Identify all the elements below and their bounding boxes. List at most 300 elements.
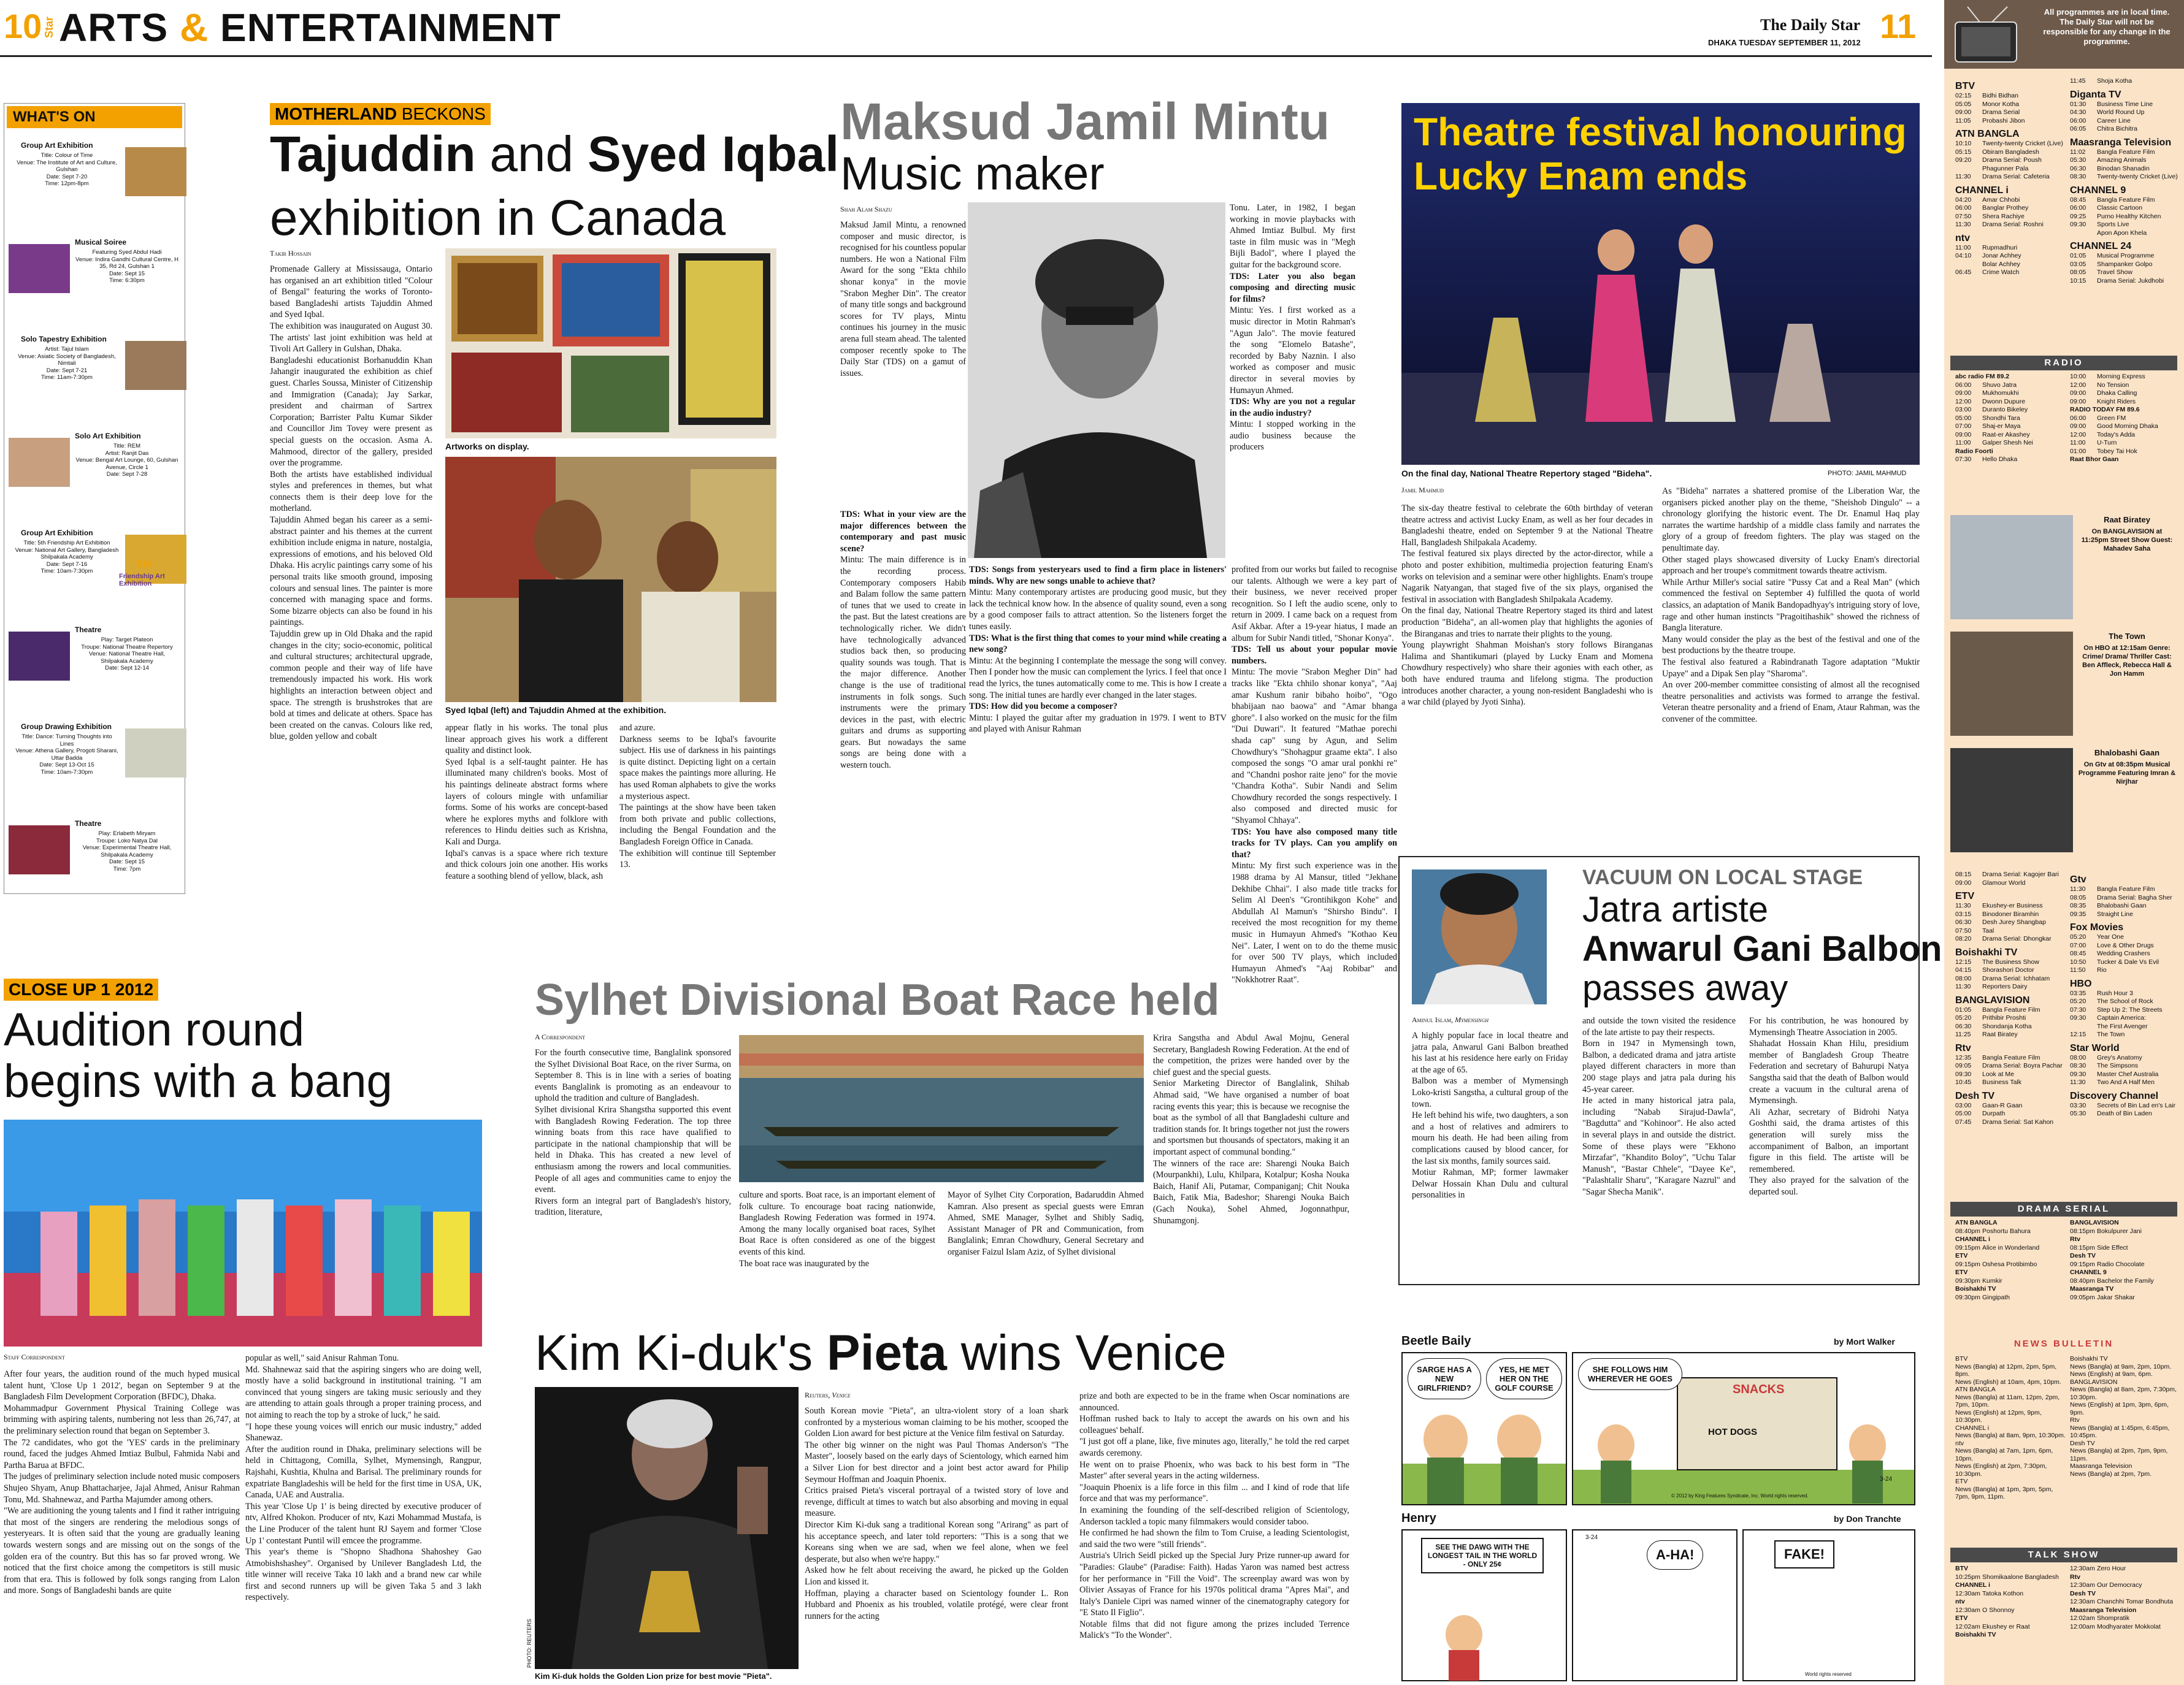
- boat-col2: culture and sports. Boat race, is an important element of folk culture. To encourage boat racing nationwide, Bangladesh Rowing Federation was formed in 1974. Among the many locally organised boat races, Sylhet Boat Race is often considered as one of the biggest events of this kind. The boat race was inaugurated by the: [739, 1190, 935, 1269]
- tv-listing-row: [1955, 1590, 2066, 1599]
- news-right: Boishakhi TV News (Bangla) at 9am, 2pm, 10pm. News (English) at 9am, 6pm. BANGLAVISION News (Bangla) at 8am, 2pm, 7:30pm, 10:30pm. News (English) at 1pm, 3pm, 6pm, 9pm. Rtv News (Bangla) at 1:45pm, 6:45pm, 10:45pm. Desh TV News (Bangla) at 2pm, 7pm, 9pm, 11pm. Maasranga Television News (Bangla) at 2pm, 7pm.: [2070, 1355, 2177, 1478]
- tv-time: 08:15: [1955, 871, 1972, 878]
- tv-time: 04:10: [1955, 252, 1972, 259]
- whats-on-line: Date: Sept 7-28: [106, 471, 148, 478]
- tv-time: 11:25: [1955, 1031, 1971, 1038]
- tv-listing-row: [2070, 406, 2180, 415]
- whats-on-line: Date: Sept 7-16: [46, 560, 88, 568]
- paper-name: The Daily Star: [1760, 16, 1861, 34]
- tv-listing-row: [2070, 261, 2180, 269]
- tv-time: 11:30: [2070, 1079, 2086, 1086]
- tv-channel-label: BANGLAVISION: [2070, 1219, 2119, 1226]
- tv-programme: Bangla Feature Film: [2097, 148, 2155, 156]
- tv-listing-row: [1955, 1228, 2066, 1236]
- tv-listing-row: [1955, 381, 2066, 390]
- tv-channel-name: HBO: [2070, 978, 2092, 989]
- whats-on-line: Venue: The Institute of Art and Culture, Gulshan: [17, 159, 117, 173]
- tv-channel-name: Star World: [2070, 1042, 2120, 1053]
- whats-on-line: Title: Dance: Turning Thoughts into Lines: [21, 733, 112, 747]
- tv-listing-row: [1955, 919, 2066, 927]
- tv-promo-body: On HBO at 12:15am Genre: Crime/ Drama/ Thriller Cast: Ben Affleck, Rebecca Hall & Jon Hamm: [2082, 644, 2172, 678]
- tv-channel-name: CHANNEL i: [1955, 185, 2009, 196]
- tv-time: 08:35: [2070, 902, 2086, 909]
- closeup-col2: popular as well," said Anisur Rahman Tonu. Md. Shahnewaz said that the aspiring singers who are doing well, mostly have a solid background in institutional training. "I am convinced that young singers are taking music seriously and they are attending to attain goals through a proper training process, and not aiming to reach the top by a stroke of luck," he said. "I hope these young voices will enrich our music industry," added Shanewaz. After the audition round in Dhaka, preliminary selections will be held in Chittagong, Comilla, Sylhet, Mymensingh, Rangpur, Rajshahi, Kushtia, Khulna and Barisal. The preliminary rounds for expatriate Bangladeshis will be held for the first time in USA, UK, Canada, UAE and Australia. This year 'Close Up 1' is being directed by executive producer of ntv, Alfred Khokon. Producer of ntv, Kazi Mohammad Mustafa, is the Line Producer of the talent hunt RJ Sayem and former 'Close Up 1' contestant Puntil will emcee the programme. This year's theme is "Shopno Shadhona Shahoshey Gao Atmobishshashey". Organised by Unilever Bangladesh Ltd, the title winner will receive Taka 10 lakh and a brand new car while first and second runners up will be given Taka 5 and 3 lakh respectively.: [245, 1353, 481, 1603]
- tv-time: 08:00: [1955, 974, 1972, 982]
- tv-programme: Hello Dhaka: [1982, 456, 2018, 463]
- tv-listing-row: [2070, 1590, 2180, 1599]
- boat-col3: Mayor of Sylhet City Corporation, Badaruddin Ahmed Kamran. Also present as special guests were Emran Ahmed, SME Manager, Sylhet and Shibly Sadiq, Assistant Manager of PR and Communication, from Banglalink; Emran Chowdhury, General Secretary and organiser Faizul Islam Aziz, of Sylhet divisional: [948, 1190, 1144, 1257]
- whats-on-line: Title: Colour of Time: [40, 152, 93, 159]
- tv-programme: Modhyarater Mokkolat: [2097, 1622, 2161, 1630]
- tv-promo-image: [1950, 748, 2073, 852]
- tv-programme: Binodan Shanadin: [2097, 164, 2150, 172]
- beetle-date: 3-24: [1880, 1476, 1893, 1483]
- pieta-col1: South Korean movie "Pieta", an ultra-violent story of a loan shark confronted by a mysterious woman claiming to be his mother, scooped the Golden Lion award for best picture at the Venice film festival on Saturday. The other big winner on the night was Paul Thomas Anderson's "The Master", loosely based on the early days of Scientology, which earned him a Silver Lion for best director and a joint best actor award for Philip Seymour Hoffman and Joaquin Phoenix. Critics praised Pieta's visceral portrayal of a twisted story of love and revenge, difficult at times to watch but also absorbing and moving in equal measure. Director Kim Ki-duk sang a traditional Korean song "Arirang" as part of his acceptance speech, and later told reporters: "This is a song that we Koreans sing when we are sad, when we feel alone, when we feel desperate, but also when we're happy." Asked how he felt about receiving the award, he picked up the Golden Lion and kissed it. Hoffman, playing a character based on Scientology founder L. Ron Hubbard and Phoenix as his troubled, volatile protégé, were clear front runners for the acting: [805, 1406, 1068, 1621]
- artists-photo: [445, 457, 776, 702]
- tv-time: 09:30: [2070, 1070, 2086, 1078]
- tv-programme: Raat Biratey: [1982, 1031, 2018, 1038]
- tv-programme: Banglar Prothey: [1982, 204, 2029, 212]
- tv-channel-label: CHANNEL 9: [2070, 1269, 2107, 1276]
- tv-listing-row: [2070, 1614, 2180, 1623]
- tv-channel-label: ntv: [1955, 1598, 1965, 1605]
- beetle-bubble-3: SHE FOLLOWS HIM WHEREVER HE GOES: [1578, 1358, 1682, 1390]
- tv-programme: Gingipath: [1982, 1293, 2010, 1301]
- tv-listing-row: [2070, 894, 2180, 903]
- whats-on-line: Venue: National Art Gallery, Bangladesh Shilpakala Academy: [15, 546, 119, 560]
- theatre-photo-credit: PHOTO: JAMIL MAHMUD: [1828, 470, 1907, 477]
- tv-promo: [1950, 748, 2177, 858]
- tv-time: 12:00: [2070, 430, 2086, 438]
- tv-listing-row: [2070, 1054, 2180, 1063]
- whats-on-line: Artist: Ranjit Das: [105, 449, 149, 457]
- whats-on-line: Time: 7pm: [113, 865, 141, 873]
- tv-channel-name: Discovery Channel: [2070, 1090, 2159, 1101]
- tv-time: 05:00: [1955, 414, 1972, 422]
- tv-programme: Kumkir: [1982, 1277, 2002, 1285]
- tv-listing-row: [2070, 950, 2180, 958]
- tv-programme: No Tension: [2097, 381, 2129, 389]
- whats-on-item-title: Musical Soiree: [75, 238, 127, 246]
- tv-channel-name: CHANNEL 24: [2070, 241, 2132, 251]
- tv-channel-label: Boishakhi TV: [1955, 1631, 1996, 1638]
- tv-listing-row: [1955, 958, 2066, 967]
- news-left: BTV News (Bangla) at 12pm, 2pm, 5pm, 8pm. News (English) at 10am, 4pm, 10pm. ATN BANGLA News (Bangla) at 11am, 12pm, 2pm, 7pm, 10pm. News (English) at 12pm, 9pm, 10:30pm. CHANNEL i News (Bangla) at 8am, 9pm, 10:30pm. ntv News (Bangla) at 7am, 1pm, 6pm, 10pm. News (English) at 2pm, 7:30pm, 10:30pm. ETV News (Bangla) at 1pm, 3pm, 5pm, 7pm, 9pm, 11pm.: [1955, 1355, 2066, 1500]
- tv-channel-label: ETV: [1955, 1614, 1968, 1622]
- tv-programme: Side Effect: [2097, 1244, 2128, 1251]
- whats-on-line: Artist: Tajul Islam: [45, 346, 89, 353]
- whats-on-item: [9, 819, 180, 911]
- whats-on-item-title: Group Drawing Exhibition: [21, 722, 112, 731]
- beetle-title: Beetle Baily: [1401, 1334, 1471, 1348]
- tv-time: 12:02am: [2070, 1614, 2095, 1622]
- tv-programme: Tobey Tai Hok: [2097, 447, 2137, 455]
- tv-programme: Bangla Feature Film: [2097, 196, 2155, 204]
- tv-channel-label: Rtv: [2070, 1573, 2080, 1581]
- tv-listing-row: [1955, 204, 2066, 213]
- tv-listing-row: [1955, 101, 2066, 109]
- tv-time: 06:00: [2070, 204, 2086, 212]
- tv-listing-row: [2070, 156, 2180, 165]
- tv-listing-row: [2070, 1607, 2180, 1615]
- tv-time: 03:35: [2070, 989, 2086, 997]
- whats-on-item-title: Group Art Exhibition: [21, 529, 93, 537]
- tv-time: 07:30: [1955, 456, 1972, 463]
- tv-programme: Jonar Achhey: [1982, 252, 2021, 259]
- tv-programme: Oshesa Protibimbo: [1982, 1260, 2037, 1268]
- tv-time: 09:15pm: [1955, 1244, 1980, 1251]
- tv-notice-box: [1944, 0, 2184, 69]
- tv-time: 06:30: [1955, 1022, 1972, 1030]
- tv-listing-row: [2070, 1071, 2180, 1079]
- tv-time: 09:20: [1955, 156, 1972, 164]
- tv-channel-label: Desh TV: [2070, 1589, 2096, 1597]
- beetle-strip: [1401, 1352, 1917, 1505]
- tv-programme: Desh Jurey Shangbap: [1982, 919, 2046, 926]
- whats-on-line: Time: 10am-7:30pm: [40, 768, 93, 776]
- tv-programme: Knight Riders: [2097, 397, 2136, 405]
- masthead-rule: [0, 55, 1932, 57]
- tv-listing-row: [2070, 431, 2180, 440]
- balbon-image: [1412, 869, 1547, 1004]
- mintu-intro: Maksud Jamil Mintu, a renowned composer and music director, is recognised for his countless popular numbers. He won a National Film Award for the song "Ekta chhilo shonar konya" in the movie "Srabon Megher Din". The creator of many title songs and background scores for TV plays, Mintu continues his journey in the music arena full steam ahead. The talented composer recently spoke to The Daily Star (TDS) on a gamut of issues.: [840, 220, 966, 378]
- beetle-panel-1: [1401, 1352, 1567, 1505]
- tv-listing-row: [2070, 1110, 2180, 1118]
- tv-listing-row: [2070, 165, 2180, 174]
- tv-listing-row: [2070, 422, 2180, 431]
- tv-time: 08:40pm: [1955, 1227, 1980, 1235]
- tv-listing-row: [1955, 1102, 2066, 1110]
- story-body-col3: and azure. Darkness seems to be Iqbal's favourite subject. His use of darkness in his paintings is quite distinct. Depicting light on a certain space makes the paintings more alluring. He has used Roman alphabets to give the works a mysterious aspect. The paintings at the show have been taken from both private and public collections, including the Bengal Foundation and the Bangladesh Foreign Office in Canada. The exhibition will continue till September 13.: [619, 723, 776, 870]
- whats-on-thumb: [9, 244, 70, 293]
- balbon-kicker: VACUUM ON LOCAL STAGE: [1582, 866, 1863, 889]
- boat-byline: A Correspondent: [535, 1033, 586, 1041]
- pieta-headline: Kim Ki-duk's Pieta wins Venice: [535, 1325, 1227, 1381]
- tv-time: 05:00: [1955, 1110, 1972, 1117]
- tv-programme: Shuvo Jatra: [1982, 381, 2017, 389]
- tv-listing-row: [2070, 439, 2180, 448]
- whats-on-item-title: Solo Tapestry Exhibition: [21, 335, 107, 343]
- tv-channel-label: Radio Foorti: [1955, 447, 1993, 455]
- tv-time: 09:30pm: [1955, 1293, 1980, 1301]
- tv-programme: Tucker & Dale Vs Evil: [2097, 958, 2159, 966]
- tv-time: 07:50: [1955, 927, 1972, 934]
- tv-time: 11:50: [2070, 966, 2086, 974]
- tv-listing-row: [1955, 935, 2066, 944]
- tv-promo-title: Bhalobashi Gaan: [2094, 748, 2160, 757]
- tv-programme: The Town: [2097, 1031, 2125, 1038]
- tv-listing-row: [2070, 1062, 2180, 1071]
- whats-on-item: [9, 141, 180, 233]
- pieta-byline: Reuters, Venice: [805, 1391, 851, 1399]
- tv-time: 10:45: [1955, 1079, 1972, 1086]
- tv-programme: Secrets of Bin Lad en's Lair: [2097, 1101, 2176, 1109]
- closeup-photo: [4, 1120, 482, 1347]
- tv-programme: The Simpsons: [2097, 1062, 2139, 1069]
- balbon-headline-3: passes away: [1582, 968, 1788, 1008]
- tv-listing-row: [2070, 1031, 2180, 1039]
- tv-time: 08:15pm: [2070, 1227, 2095, 1235]
- tv-time: 06:00: [1955, 204, 1972, 212]
- tv-channel-name: Rtv: [1955, 1042, 1971, 1053]
- tv-channel-name: Desh TV: [1955, 1090, 1995, 1101]
- tv-programme: Business Time Line: [2097, 100, 2153, 108]
- tv-time: 11:05: [1955, 117, 1971, 124]
- beetle-copyright: © 2012 by King Features Syndicate, Inc. World rights reserved.: [1671, 1493, 1809, 1499]
- tv-programme: Drama Serial: Kagojer Bari: [1982, 871, 2059, 878]
- tv-listing-row: [2070, 389, 2180, 398]
- tv-time: 06:00: [2070, 414, 2086, 422]
- pieta-image: [535, 1387, 799, 1669]
- tv-listing-row: [2070, 990, 2180, 998]
- tv-time: 08:15pm: [2070, 1244, 2095, 1251]
- tv-time: 09:15pm: [1955, 1260, 1980, 1268]
- balbon-byline: Aminul Islam, Mymensingh: [1412, 1015, 1489, 1024]
- artworks-photo: [445, 248, 776, 438]
- tv-listing-row: [2070, 373, 2180, 381]
- tv-listing-row: [1955, 1269, 2066, 1277]
- whats-on-line: Date: Sept 15: [109, 270, 145, 277]
- tv-programme: Shaj-er Maya: [1982, 422, 2021, 430]
- tv-listing-row: [1955, 261, 2066, 269]
- theatre-byline: Jamil Mahmud: [1401, 486, 1444, 494]
- tv-programme: Rush Hour 3: [2097, 989, 2133, 997]
- whats-on-item: [9, 625, 180, 717]
- tv-programme: Good Morning Dhaka: [2097, 422, 2158, 430]
- beetle-sign-snacks: SNACKS: [1733, 1383, 1785, 1396]
- tv-programme: Dwonn Dupure: [1982, 397, 2026, 405]
- tv-listing-row: [1955, 1598, 2066, 1607]
- tv-channel-name: CHANNEL 9: [2070, 185, 2126, 196]
- tv-time: 09:00: [1955, 879, 1972, 887]
- tv-time: 12:30am: [1955, 1606, 1980, 1614]
- tv-channel-name: BTV: [1955, 81, 1975, 91]
- closeup-byline: Staff Correspondent: [4, 1353, 65, 1361]
- tv-channel-name: ATN BANGLA: [1955, 129, 2020, 139]
- tv-listing-row: [2070, 1573, 2180, 1582]
- tv-programme: Green FM: [2097, 414, 2126, 422]
- tv-programme: Drama Serial: Sat Kahon: [1982, 1118, 2054, 1126]
- tv-listing-row: [2070, 398, 2180, 407]
- tv-listing-row: [1955, 140, 2066, 148]
- whats-on-thumb: [9, 825, 70, 874]
- tv-channel-name: Gtv: [2070, 874, 2086, 885]
- tv-listing-row: [2070, 885, 2180, 894]
- tv-time: 07:45: [1955, 1118, 1972, 1126]
- tv-time: 11:30: [2070, 885, 2086, 893]
- whats-on-item-title: Theatre: [75, 819, 102, 828]
- tv-time: 01:05: [2070, 252, 2086, 259]
- whats-on-item: [9, 529, 180, 621]
- tv-channel-name: Boishakhi TV: [1955, 947, 2018, 958]
- tv-time: 04:20: [1955, 196, 1972, 204]
- tv-time: 12:30am: [2070, 1581, 2095, 1589]
- balbon-photo: [1412, 869, 1547, 1004]
- balbon-col2: and outside the town visited the residence of the late artiste to pay their respects. Born in 1947 in Mymensingh town, Balbon, a dedicated drama and jatra artiste played different characters in more than 200 stage plays and jatra pala during his 45-year career. He acted in many historical jatra pala, including "Nabab Sirajud-Dawla", "Bagdutta" and "Kohinoor". He also acted in several plays in and outside the district. Some of these plays were "Ekhono Mirzafar", "Khandito Boloy", "Uchu Talar Manush", "Bastar Chhele", "Dayee Ke", "Palashtalir Sharu", "Karagare Nazrul" and "Sagar Shecha Manik".: [1582, 1016, 1736, 1197]
- whats-on-line: Date: Sept 7-20: [46, 173, 88, 180]
- tv-guide: [1944, 0, 2184, 1685]
- tv-time: 07:00: [2070, 941, 2086, 949]
- tv-programme: Drama Serial: Boyra Pachar: [1982, 1062, 2063, 1069]
- star-mark: Star: [43, 16, 55, 38]
- whats-on-line: Time: 6:30pm: [109, 277, 145, 284]
- henry-bubble-3: FAKE!: [1774, 1540, 1834, 1568]
- tv-programme: Bidhi Bidhan: [1982, 92, 2018, 99]
- beetle-author: by Mort Walker: [1834, 1337, 1895, 1347]
- tv-programme: Drama Serial: Roshni: [1982, 221, 2044, 228]
- mintu-photo: [968, 202, 1225, 558]
- tv-time: [1955, 261, 1982, 269]
- tv-programme: Drama Serial: [1982, 109, 2020, 116]
- tv-programme: Amar Chhobi: [1982, 196, 2020, 204]
- whats-on-line: Venue: Bengal Art Lounge, 60, Gulshan Avenue, Circle 1: [75, 457, 178, 471]
- closeup-headline-1: Audition round: [4, 1004, 305, 1056]
- tv-listing-row: [1955, 398, 2066, 407]
- tv-listing-row: [1955, 871, 2066, 879]
- tv-time: 08:30: [2070, 1062, 2086, 1069]
- tv-time: 08:45: [2070, 950, 2086, 957]
- tv-programme: Drama Serial: Ichhatam: [1982, 974, 2050, 982]
- artworks-caption: Artworks on display.: [445, 441, 529, 451]
- mintu-col-lower1: TDS: Songs from yesteryears used to find a firm place in listeners' minds. Why are new songs unable to achieve that? Mintu: Many contemporary artistes are producing good music, but they lack the technical know how. In the absence of quality sound, even a song by a good composer fails to attract attention. So the listeners forget the tunes easily. TDS: What is the first thing that comes to your mind while creating a new song? Mintu: At the beginning I contemplate the message the song will convey. Then I ponder how the music can complement the lyrics. I feel that once I read the lyrics, the tunes automatically come to me. This is how I create a song. The initial tunes are hardly ever changed in the later stages. TDS: How did you become a composer? Mintu: I played the guitar after my graduation in 1979. I went to BTV and played with Anisur Rahman: [969, 565, 1227, 735]
- tv-programme: Bhalobashi Gaan: [2097, 902, 2147, 909]
- tv-listing-row: [2070, 1269, 2180, 1277]
- tv-listing-row: [2070, 911, 2180, 919]
- tv-listing-row: [1955, 1236, 2066, 1244]
- tv-time: 03:00: [1955, 406, 1972, 413]
- tv-listing-row: [2070, 117, 2180, 126]
- tv-listing-row: [2070, 1261, 2180, 1269]
- tv-promo-body: On BANGLAVISION at 11:25pm Street Show Guest: Mahadev Saha: [2081, 528, 2173, 552]
- tv-listing-row: [2070, 269, 2180, 277]
- tv-time: 09:05pm: [2070, 1293, 2095, 1301]
- tv-time: 09:00: [1955, 109, 1972, 116]
- tv-programme: Drama Serial: Jukdhobi: [2097, 277, 2164, 285]
- drama-title: DRAMA SERIAL: [1950, 1202, 2177, 1217]
- tv-channel-label: CHANNEL i: [1955, 1581, 1990, 1589]
- tv-programme: Obiram Bangladesh: [1982, 148, 2039, 156]
- henry-panel-1: [1401, 1529, 1567, 1681]
- tv-listing-row: [1955, 109, 2066, 117]
- mintu-image: [968, 202, 1225, 558]
- tv-programme: The School of Rock: [2097, 998, 2153, 1005]
- friendship-number: 5th: [137, 559, 152, 570]
- tv-listing-row: [1955, 156, 2066, 165]
- whats-on-thumb: [125, 728, 186, 778]
- tv-time: 09:30: [2070, 221, 2086, 228]
- tv-time: 12:00am: [2070, 1622, 2095, 1630]
- theatre-col1: The six-day theatre festival to celebrate the 60th birthday of veteran theatre actress and activist Lucky Enam, as well as her four decades in Bangladeshi theatre, ended on September 9 at the National Theatre Hall, Bangladesh Shilpakala Academy. The festival featured six plays directed by the actor-director, while a photo and poster exhibition, multimedia projection featuring Enam's works on television and a seminar were other highlights. Enam's troupe Nagarik Natyangan, that staged five of the six plays, organised the festival in association with Bangladesh Shilpakala Academy. On the final day, National Theatre Repertory staged its third and latest production "Bideha", an all-women play that highlights the agonies of the Biranganas and tries to narrate their plights to the young. Young playwright Shahman Moishan's story follows Biranganas Halima and Shantikumari (played by Lucky Enam and Momena Chowdhury respectively) who share their agonies with each other, as both have endured trauma and lifelong stigma. The production introduces another character, a young non-resident Bangladeshi who is a war child (played by Jyoti Sinha).: [1401, 503, 1653, 708]
- tv-programme: U-Turn: [2097, 439, 2117, 446]
- closeup-kicker: CLOSE UP 1 2012: [4, 979, 158, 1001]
- whats-on-item: [9, 432, 180, 524]
- tv-time: 09:30: [2070, 1014, 2086, 1022]
- tv-listing-row: [1955, 1110, 2066, 1118]
- section-title: ARTS & ENTERTAINMENT: [59, 6, 561, 50]
- boat-headline: Sylhet Divisional Boat Race held: [535, 976, 1220, 1025]
- tv-listing-row: [1955, 213, 2066, 221]
- tv-programme: Duranto Bikeley: [1982, 406, 2028, 413]
- tv-listing-row: [1955, 1631, 2066, 1640]
- tv-channel-label: ETV: [1955, 1252, 1968, 1259]
- whats-on-line: Title: 5th Friendship Art Exhibition: [23, 540, 110, 546]
- tv-programme: Shondanja Kotha: [1982, 1022, 2032, 1030]
- tv-programme: Crime Watch: [1982, 269, 2020, 276]
- tv-listing-row: [1955, 879, 2066, 888]
- story-kicker: MOTHERLAND BECKONS: [270, 103, 491, 125]
- tv-programme: Rupmadhuri: [1982, 243, 2018, 251]
- henry-panel-3: [1742, 1529, 1915, 1681]
- tv-listing-row: [1955, 244, 2066, 253]
- tv-listing-row: [2070, 1598, 2180, 1607]
- talk-title: TALK SHOW: [1950, 1548, 2177, 1562]
- tv-time: 08:05: [2070, 269, 2086, 276]
- pieta-col2: prize and both are expected to be in the frame when Oscar nominations are announced. Hoffman rushed back to Italy to accept the awards on his own and his colleagues' behalf. "I just got off a plane, like, five minutes ago, literally," he told the red carpet awards ceremony. He went on to praise Phoenix, who was back to his best form in "The Master" after several years in the acting wilderness. "Joaquin Phoenix is a life force in this film ... and I kind of rode that life force and that was my performance". In examining the founding of the self-described religion of Scientology, Anderson tackled a topic many filmmakers would consider taboo. He confirmed he had shown the film to Tom Cruise, a leading Scientologist, and said the two were "still friends". Austria's Ulrich Seidl picked up the Special Jury Prize runner-up award for "Paradies: Glaube" (Paradise: Faith). Hadas Yaron was named best actress for her performance in "Fill the Void". The screenplay award was won by Olivier Assayas of France for his 1970s political drama "Apres Mai", and Italy's Daniele Cipri was named winner of the cinematography category for "E Stato Il Figlio". Notable films that did not figure among the prizes included Terrence Malick's "To the Wonder".: [1079, 1391, 1349, 1641]
- tv-listing-row: [1955, 269, 2066, 277]
- whats-on-line: Time: 12pm-8pm: [45, 180, 89, 187]
- tv-programme: Drama Serial: Cafeteria: [1982, 173, 2050, 180]
- tv-listing-row: [2070, 456, 2180, 464]
- tv-programme: Shampanker Golpo: [2097, 260, 2153, 268]
- boat-image: [739, 1035, 1144, 1182]
- tv-listing-row: [2070, 229, 2180, 238]
- tv-listing-row: [2070, 998, 2180, 1006]
- tv-time: 11:30: [1955, 173, 1971, 180]
- henry-title: Henry: [1401, 1511, 1436, 1525]
- tv-listing-row: [2070, 902, 2180, 911]
- tv-listing-row: [1955, 448, 2066, 456]
- theatre-headline-1: Theatre festival honouring: [1414, 110, 1907, 154]
- tv-listing-row: [1955, 373, 2066, 381]
- tv-listing-row: [1955, 975, 2066, 984]
- tv-programme: Durpath: [1982, 1110, 2006, 1117]
- tv-time: 12:30am: [2070, 1565, 2095, 1572]
- radio-title: RADIO: [1950, 356, 2177, 370]
- whats-on-line: Date: Sept 12-14: [105, 665, 149, 671]
- tv-time: 08:45: [2070, 196, 2086, 204]
- tv-promo-title: Raat Biratey: [2104, 515, 2150, 524]
- whats-on-item: [9, 238, 180, 330]
- tv-notice: All programmes are in local time. The Daily Star will not be responsible for any change in the programme.: [2043, 7, 2171, 46]
- tv-time: 03:00: [1955, 1101, 1972, 1109]
- tv-listing-row: [1955, 1252, 2066, 1261]
- tv-time: 07:50: [1955, 212, 1972, 220]
- tv-listing-row: [2070, 966, 2180, 975]
- tv-channel-label: Maasranga TV: [2070, 1285, 2114, 1293]
- tv-programme: Rio: [2097, 966, 2107, 974]
- tv-time: 09:25: [2070, 212, 2086, 220]
- tv-time: 11:02: [2070, 148, 2086, 156]
- tv-listing-row: [2070, 381, 2180, 390]
- whats-on-line: Venue: National Theatre Hall, Shilpakala Academy: [89, 651, 165, 665]
- tv-programme: Bangla Feature Film: [2097, 885, 2155, 893]
- tv-programme: Ekushey-er Business: [1982, 902, 2043, 909]
- tv-programme: Shomikaalone Bangladesh: [1982, 1573, 2059, 1581]
- tv-programme: Master Chef Australia: [2097, 1070, 2159, 1078]
- tv-programme: Drama Serial: Dhongkar: [1982, 935, 2052, 942]
- tv-time: [1955, 165, 1982, 174]
- tv-listing-row: [1955, 1006, 2066, 1015]
- boat-col1: For the fourth consecutive time, Banglalink sponsored the Sylhet Divisional Boat Race, on the river Surma, on September 8. This is in line with a series of boating events Banglalink is promoting as an endeavour to uphold the tradition and culture of Bangladesh. Sylhet divisional Krira Shangstha supported this event with Bangladesh Rowing Federation. The top three winning boats from this race have qualified to participate in the national championship that will be held in Dhaka. This has created a new level of enthusiasm among the rowers and local communities. People of all ages and communities came to enjoy the event. Rivers form an integral part of Bangladesh's history, tradition, literature,: [535, 1048, 731, 1218]
- tv-time: 01:00: [2070, 447, 2086, 455]
- tv-promo: [1950, 515, 2177, 625]
- tv-listing-row: [2070, 1006, 2180, 1015]
- tv-listing-row: [2070, 1623, 2180, 1632]
- tv-time: 10:15: [2070, 277, 2086, 285]
- tv-time: 10:25pm: [1955, 1573, 1980, 1581]
- tv-listing-row: [1955, 406, 2066, 415]
- theatre-col2: As "Bideha" narrates a shattered promise of the Liberation War, the organisers picked another play on the theme, "Sheishob Dingulo" -- a chronology glorifying the historic event. The Dr. Enamul Haq play narrates the wartime hardship of a middle class family and narrates the glory of a group of freedom fighters. The play was staged on the penultimate day. Other staged plays showcased diversity of Lucky Enam's directorial approach and her troupe's commitment towards theatre activism. While Arthur Miller's social satire "Pussy Cat and a Real Man" (which commenced the festival on September 4) fulfilled the quota of world classics, an adaptation of Manik Bandopadhyay's intriguing story of love, rage and other human instincts "Pragoitihashik" showed the richness of Bangla literature. Many would consider the play as the best of the festival and one of the best productions by the theatre troupe. The festival also featured a Rabindranath Tagore adaptation "Muktir Upaye" and a Dipak Sen play "Sharoma". An over 200-member committee consisting of almost all the recognised theatre personalities and activists was formed to arrange the festival. Veteran theatre personality and a friend of Enam, Ataur Rahman, was the convener of the committee.: [1662, 486, 1920, 724]
